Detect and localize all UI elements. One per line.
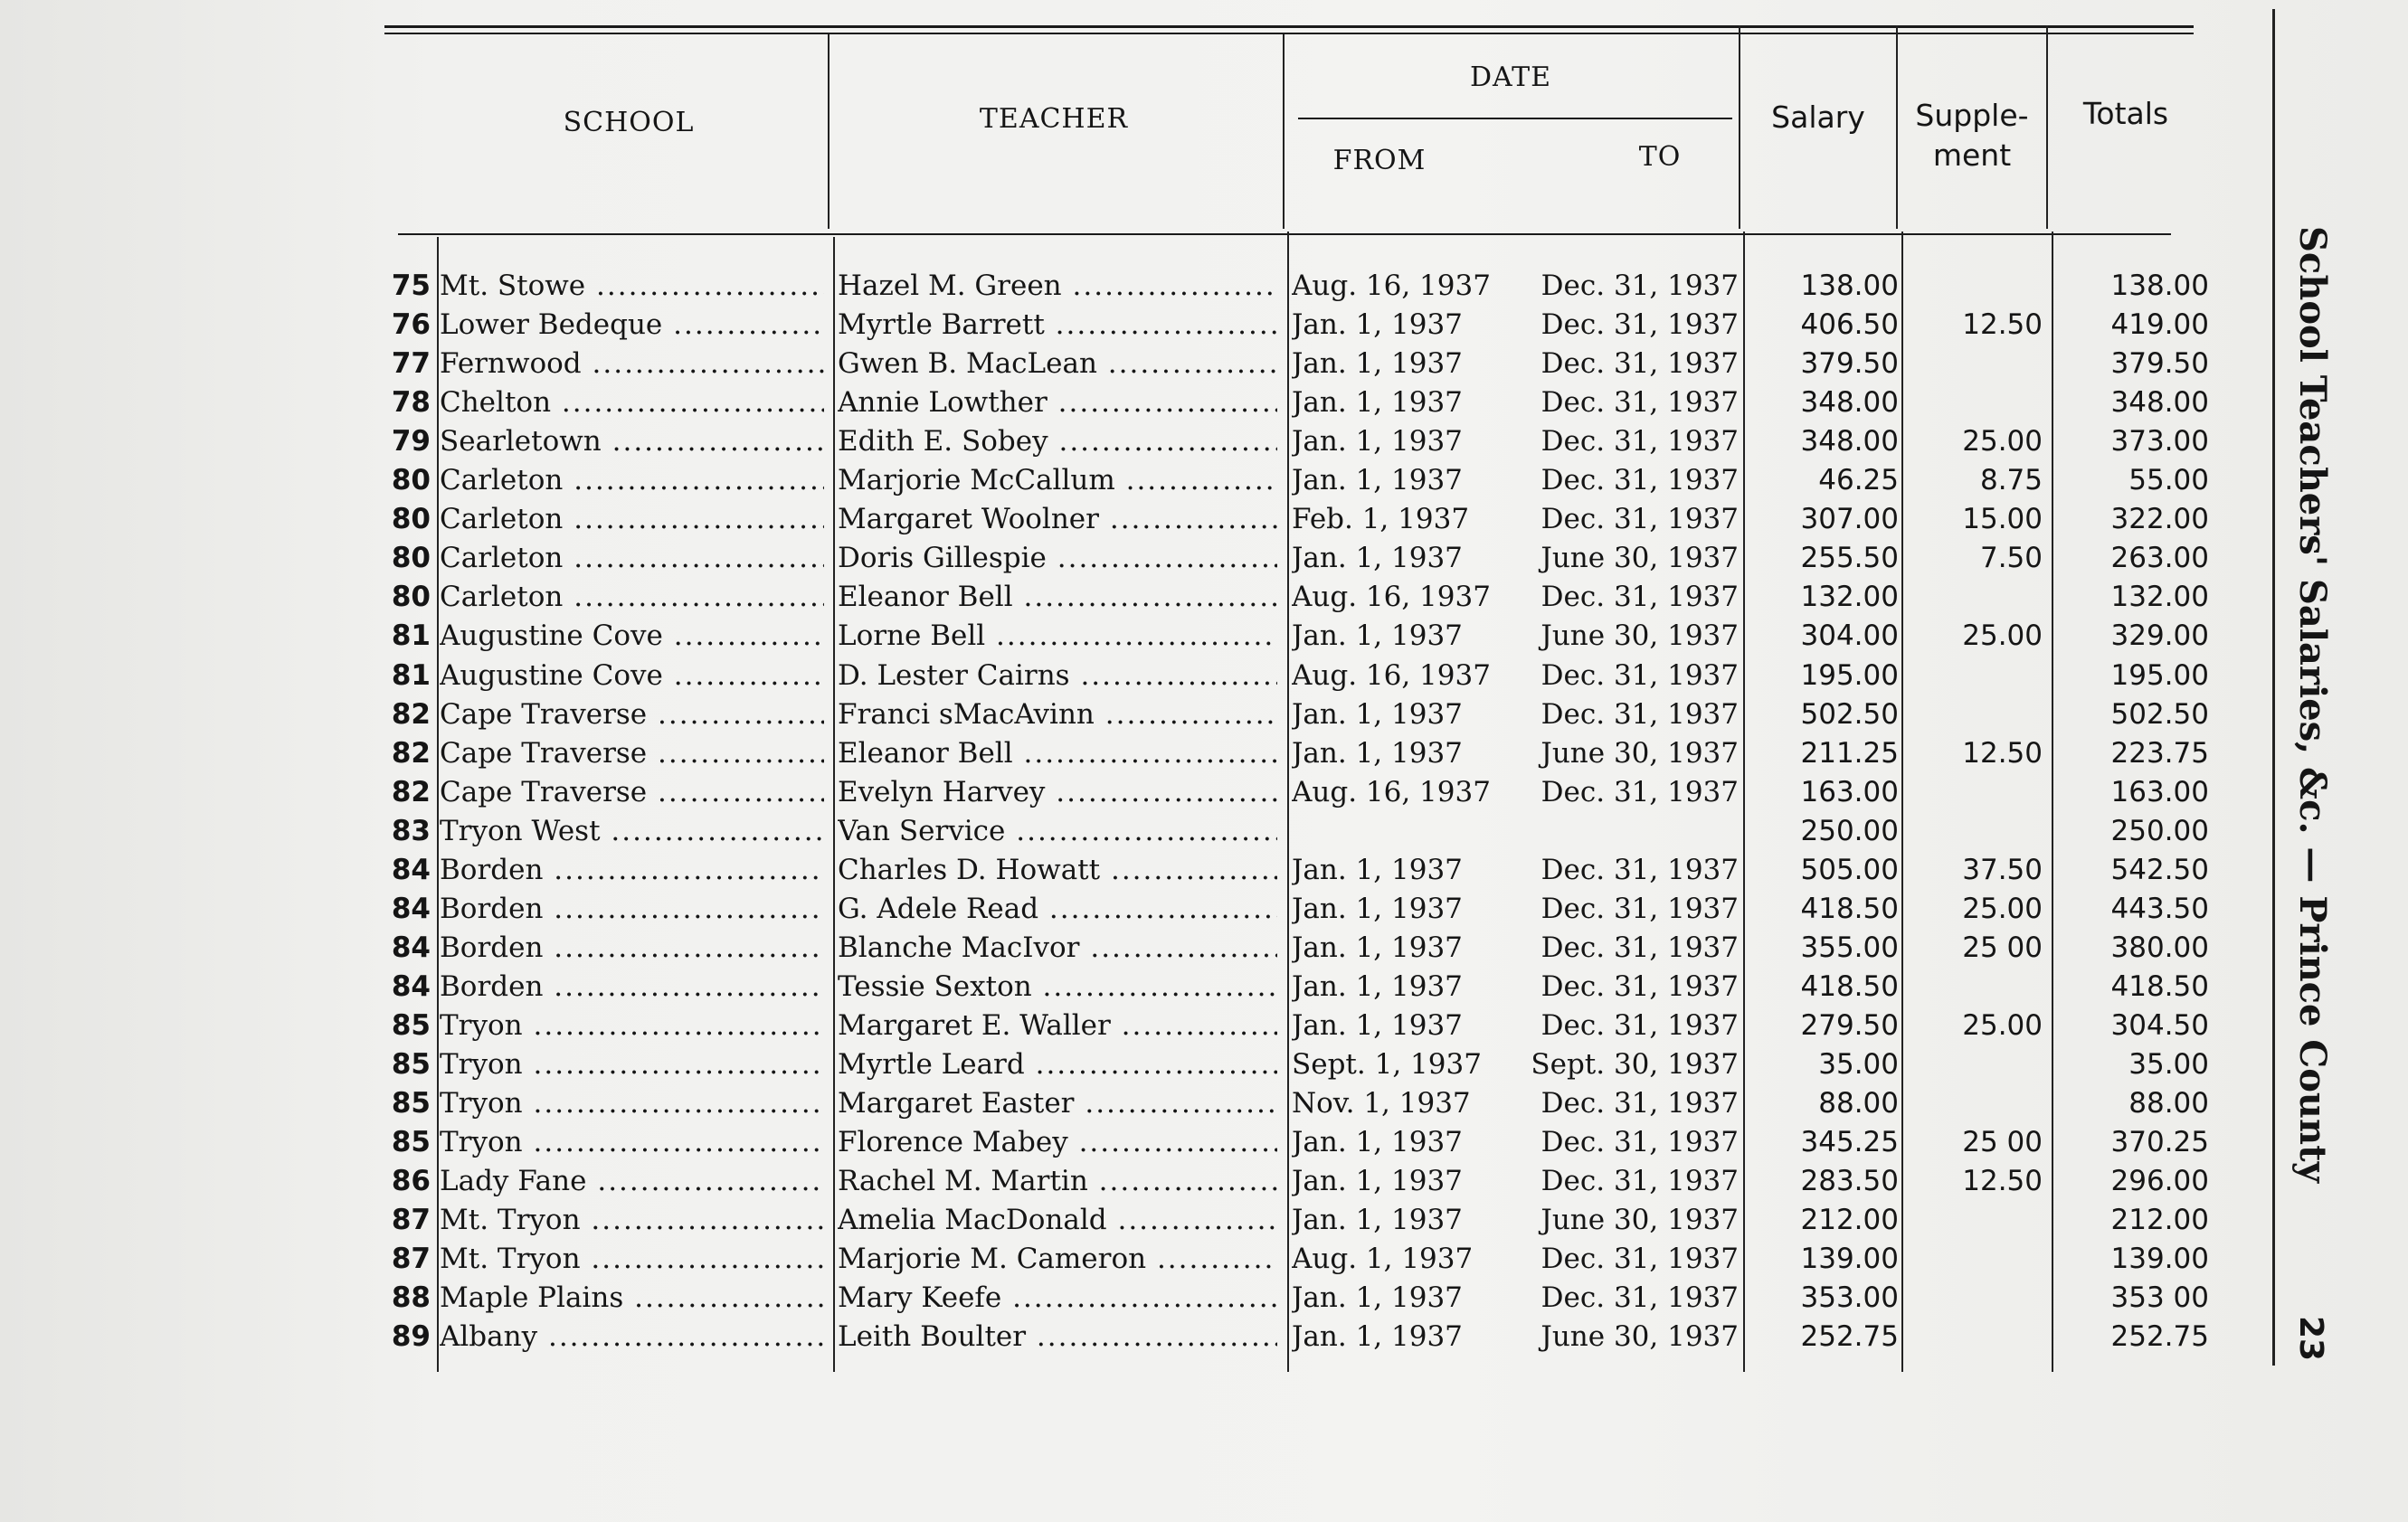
table-row xyxy=(0,422,2408,461)
date-from-cell: Jan. 1, 1937 xyxy=(1292,931,1463,964)
total-cell: 380.00 xyxy=(2110,931,2209,964)
school-cell: Searletown ..... xyxy=(440,422,824,461)
salary-cell: 250.00 xyxy=(1800,814,1899,847)
total-cell: 132.00 xyxy=(2110,581,2209,614)
table-row xyxy=(0,851,2408,890)
date-from-cell: Aug. 1, 1937 xyxy=(1292,1243,1474,1276)
total-cell: 379.50 xyxy=(2110,347,2209,381)
school-cell: Albany ..... xyxy=(440,1318,824,1357)
date-from-cell: Jan. 1, 1937 xyxy=(1292,892,1463,925)
teacher-cell: Leith Boulter ..... xyxy=(838,1318,1277,1357)
salary-cell: 35.00 xyxy=(1818,1048,1899,1081)
total-cell: 370.25 xyxy=(2110,1126,2209,1159)
table-row xyxy=(0,578,2408,617)
date-from-cell: Aug. 16, 1937 xyxy=(1292,581,1491,614)
date-to-cell: Dec. 31, 1937 xyxy=(1541,1243,1739,1276)
table-row xyxy=(0,539,2408,578)
date-from-cell: Aug. 16, 1937 xyxy=(1292,658,1491,692)
side-title: School Teachers' Salaries, &c. — Prince County xyxy=(2291,226,2334,1183)
teacher-cell: Amelia MacDonald ..... xyxy=(838,1201,1277,1240)
date-to-cell: Dec. 31, 1937 xyxy=(1541,969,1739,1003)
total-cell: 443.50 xyxy=(2110,892,2209,925)
total-cell: 55.00 xyxy=(2128,464,2209,497)
date-to-cell: Dec. 31, 1937 xyxy=(1541,853,1739,886)
row-number: 79 xyxy=(391,425,431,458)
teacher-cell: G. Adele Read ..... xyxy=(838,890,1277,929)
date-to-cell: June 30, 1937 xyxy=(1541,1320,1739,1354)
teacher-cell: D. Lester Cairns ..... xyxy=(838,657,1277,695)
total-cell: 542.50 xyxy=(2110,853,2209,886)
total-cell: 88.00 xyxy=(2128,1087,2209,1120)
school-cell: Lower Bedeque ..... xyxy=(440,306,824,345)
date-from-cell: Jan. 1, 1937 xyxy=(1292,1165,1463,1198)
supplement-cell: 25.00 xyxy=(1962,619,2043,653)
row-number: 84 xyxy=(391,931,431,964)
hcol-line xyxy=(828,34,830,229)
row-number: 81 xyxy=(391,658,431,692)
date-from-cell: Jan. 1, 1937 xyxy=(1292,1281,1463,1315)
salary-cell: 139.00 xyxy=(1800,1243,1899,1276)
hcol-line xyxy=(1283,34,1285,229)
table-row xyxy=(0,383,2408,422)
date-from-cell: Jan. 1, 1937 xyxy=(1292,386,1463,420)
supplement-cell: 25.00 xyxy=(1962,1008,2043,1042)
date-from-cell: Sept. 1, 1937 xyxy=(1292,1048,1482,1081)
row-number: 87 xyxy=(391,1243,431,1276)
date-to-cell: Dec. 31, 1937 xyxy=(1541,308,1739,342)
date-to-cell: Dec. 31, 1937 xyxy=(1541,269,1739,302)
total-cell: 263.00 xyxy=(2110,542,2209,575)
row-number: 77 xyxy=(391,347,431,381)
table-row xyxy=(0,267,2408,306)
date-from-cell: Jan. 1, 1937 xyxy=(1292,464,1463,497)
table-row xyxy=(0,773,2408,812)
date-from-cell: Jan. 1, 1937 xyxy=(1292,697,1463,731)
row-number: 84 xyxy=(391,853,431,886)
hcol-line xyxy=(2046,25,2048,229)
date-to-cell: June 30, 1937 xyxy=(1541,736,1739,770)
table-row xyxy=(0,695,2408,734)
row-number: 78 xyxy=(391,386,431,420)
supplement-cell: 25.00 xyxy=(1962,425,2043,458)
school-cell: Augustine Cove ..... xyxy=(440,617,824,656)
table-row xyxy=(0,345,2408,383)
table-row xyxy=(0,461,2408,500)
total-cell: 35.00 xyxy=(2128,1048,2209,1081)
hcol-line xyxy=(1739,25,1740,229)
supplement-cell: 8.75 xyxy=(1979,464,2043,497)
row-number: 80 xyxy=(391,581,431,614)
school-cell: Borden ..... xyxy=(440,890,824,929)
date-to-cell: Dec. 31, 1937 xyxy=(1541,1165,1739,1198)
table-row xyxy=(0,1279,2408,1318)
total-cell: 195.00 xyxy=(2110,658,2209,692)
salary-cell: 304.00 xyxy=(1800,619,1899,653)
row-number: 85 xyxy=(391,1048,431,1081)
teacher-cell: Margaret Woolner ..... xyxy=(838,500,1277,539)
row-number: 83 xyxy=(391,814,431,847)
top-rule-2 xyxy=(384,33,2194,34)
total-cell: 252.75 xyxy=(2110,1320,2209,1354)
teacher-cell: Marjorie McCallum ..... xyxy=(838,461,1277,500)
supplement-cell: 15.00 xyxy=(1962,503,2043,536)
table-row xyxy=(0,306,2408,345)
school-cell: Tryon ..... xyxy=(440,1045,824,1084)
supplement-cell: 12.50 xyxy=(1962,1165,2043,1198)
teacher-cell: Hazel M. Green ..... xyxy=(838,267,1277,306)
date-from-cell: Jan. 1, 1937 xyxy=(1292,853,1463,886)
date-from-cell: Jan. 1, 1937 xyxy=(1292,969,1463,1003)
salary-cell: 307.00 xyxy=(1800,503,1899,536)
header-bottom-rule xyxy=(398,233,2171,235)
row-number: 76 xyxy=(391,308,431,342)
date-to-cell: Dec. 31, 1937 xyxy=(1541,1126,1739,1159)
date-to-cell: Dec. 31, 1937 xyxy=(1541,931,1739,964)
supplement-cell: 25 00 xyxy=(1962,931,2043,964)
date-to-cell: Dec. 31, 1937 xyxy=(1541,464,1739,497)
salary-cell: 211.25 xyxy=(1800,736,1899,770)
date-from-cell: Jan. 1, 1937 xyxy=(1292,1126,1463,1159)
teacher-cell: Margaret Easter ..... xyxy=(838,1084,1277,1123)
date-from-cell: Jan. 1, 1937 xyxy=(1292,736,1463,770)
table-row xyxy=(0,890,2408,929)
date-to-cell: Dec. 31, 1937 xyxy=(1541,1281,1739,1315)
supplement-cell: 25.00 xyxy=(1962,892,2043,925)
teacher-cell: Edith E. Sobey ..... xyxy=(838,422,1277,461)
teacher-cell: Myrtle Leard ..... xyxy=(838,1045,1277,1084)
total-cell: 212.00 xyxy=(2110,1204,2209,1237)
table-row xyxy=(0,1123,2408,1162)
date-divider xyxy=(1298,118,1732,119)
date-to-cell: Dec. 31, 1937 xyxy=(1541,503,1739,536)
header-supplement-2: ment xyxy=(1932,137,2012,173)
top-rule-1 xyxy=(384,25,2194,28)
school-cell: Borden ..... xyxy=(440,968,824,1007)
row-number: 84 xyxy=(391,969,431,1003)
row-number: 85 xyxy=(391,1126,431,1159)
date-to-cell: June 30, 1937 xyxy=(1541,619,1739,653)
row-number: 80 xyxy=(391,503,431,536)
table-row xyxy=(0,617,2408,656)
date-from-cell: Aug. 16, 1937 xyxy=(1292,775,1491,808)
total-cell: 322.00 xyxy=(2110,503,2209,536)
header-salary: Salary xyxy=(1771,99,1865,135)
salary-cell: 348.00 xyxy=(1800,425,1899,458)
school-cell: Tryon ..... xyxy=(440,1084,824,1123)
salary-cell: 46.25 xyxy=(1818,464,1899,497)
hcol-line xyxy=(1896,25,1898,229)
teacher-cell: Eleanor Bell ..... xyxy=(838,578,1277,617)
row-number: 85 xyxy=(391,1087,431,1120)
school-cell: Carleton ..... xyxy=(440,500,824,539)
teacher-cell: Annie Lowther ..... xyxy=(838,383,1277,422)
salary-cell: 283.50 xyxy=(1800,1165,1899,1198)
row-number: 82 xyxy=(391,697,431,731)
date-to-cell: Dec. 31, 1937 xyxy=(1541,658,1739,692)
row-number: 89 xyxy=(391,1320,431,1354)
salary-cell: 418.50 xyxy=(1800,969,1899,1003)
date-from-cell: Jan. 1, 1937 xyxy=(1292,308,1463,342)
table-row xyxy=(0,500,2408,539)
teacher-cell: Florence Mabey ..... xyxy=(838,1123,1277,1162)
teacher-cell: Eleanor Bell ..... xyxy=(838,734,1277,773)
total-cell: 296.00 xyxy=(2110,1165,2209,1198)
salary-cell: 195.00 xyxy=(1800,658,1899,692)
table-row xyxy=(0,1318,2408,1357)
school-cell: Tryon West ..... xyxy=(440,812,824,851)
header-date: DATE xyxy=(1470,61,1551,93)
salary-cell: 355.00 xyxy=(1800,931,1899,964)
date-to-cell: Dec. 31, 1937 xyxy=(1541,697,1739,731)
salary-cell: 132.00 xyxy=(1800,581,1899,614)
teacher-cell: Myrtle Barrett ..... xyxy=(838,306,1277,345)
table-row xyxy=(0,1240,2408,1279)
school-cell: Carleton ..... xyxy=(440,539,824,578)
teacher-cell: Mary Keefe ..... xyxy=(838,1279,1277,1318)
total-cell: 138.00 xyxy=(2110,269,2209,302)
total-cell: 418.50 xyxy=(2110,969,2209,1003)
header-from: FROM xyxy=(1332,145,1427,176)
school-cell: Carleton ..... xyxy=(440,578,824,617)
page-number: 23 xyxy=(2292,1316,2329,1362)
header-school: SCHOOL xyxy=(563,107,695,138)
header-totals: Totals xyxy=(2082,96,2169,131)
date-to-cell: Dec. 31, 1937 xyxy=(1541,386,1739,420)
date-from-cell: Nov. 1, 1937 xyxy=(1292,1087,1471,1120)
school-cell: Carleton ..... xyxy=(440,461,824,500)
school-cell: Lady Fane ..... xyxy=(440,1162,824,1201)
school-cell: Cape Traverse ..... xyxy=(440,734,824,773)
table-row xyxy=(0,1007,2408,1045)
date-from-cell: Jan. 1, 1937 xyxy=(1292,542,1463,575)
date-from-cell: Jan. 1, 1937 xyxy=(1292,1320,1463,1354)
teacher-cell: Lorne Bell ..... xyxy=(838,617,1277,656)
school-cell: Mt. Stowe ..... xyxy=(440,267,824,306)
teacher-cell: Franci sMacAvinn ..... xyxy=(838,695,1277,734)
date-to-cell: Dec. 31, 1937 xyxy=(1541,1008,1739,1042)
row-number: 82 xyxy=(391,736,431,770)
teacher-cell: Van Service ..... xyxy=(838,812,1277,851)
school-cell: Augustine Cove ..... xyxy=(440,657,824,695)
salary-cell: 406.50 xyxy=(1800,308,1899,342)
table-row xyxy=(0,929,2408,968)
header-to: TO xyxy=(1638,141,1682,173)
table-row xyxy=(0,968,2408,1007)
date-to-cell: Dec. 31, 1937 xyxy=(1541,425,1739,458)
school-cell: Mt. Tryon ..... xyxy=(440,1201,824,1240)
row-number: 86 xyxy=(391,1165,431,1198)
row-number: 80 xyxy=(391,542,431,575)
salary-cell: 348.00 xyxy=(1800,386,1899,420)
table-row xyxy=(0,1201,2408,1240)
date-from-cell: Jan. 1, 1937 xyxy=(1292,347,1463,381)
school-cell: Borden ..... xyxy=(440,929,824,968)
date-to-cell: June 30, 1937 xyxy=(1541,1204,1739,1237)
row-number: 80 xyxy=(391,464,431,497)
school-cell: Fernwood ..... xyxy=(440,345,824,383)
salary-cell: 279.50 xyxy=(1800,1008,1899,1042)
total-cell: 163.00 xyxy=(2110,775,2209,808)
teacher-cell: Gwen B. MacLean ..... xyxy=(838,345,1277,383)
header-teacher: TEACHER xyxy=(979,103,1129,135)
teacher-cell: Evelyn Harvey ..... xyxy=(838,773,1277,812)
total-cell: 304.50 xyxy=(2110,1008,2209,1042)
salary-cell: 163.00 xyxy=(1800,775,1899,808)
row-number: 82 xyxy=(391,775,431,808)
teacher-cell: Rachel M. Martin ..... xyxy=(838,1162,1277,1201)
school-cell: Chelton ..... xyxy=(440,383,824,422)
date-from-cell: Jan. 1, 1937 xyxy=(1292,1204,1463,1237)
date-from-cell: Jan. 1, 1937 xyxy=(1292,619,1463,653)
teacher-cell: Tessie Sexton ..... xyxy=(838,968,1277,1007)
teacher-cell: Blanche MacIvor ..... xyxy=(838,929,1277,968)
row-number: 85 xyxy=(391,1008,431,1042)
total-cell: 250.00 xyxy=(2110,814,2209,847)
total-cell: 329.00 xyxy=(2110,619,2209,653)
supplement-cell: 12.50 xyxy=(1962,736,2043,770)
supplement-cell: 7.50 xyxy=(1979,542,2043,575)
salary-cell: 212.00 xyxy=(1800,1204,1899,1237)
total-cell: 419.00 xyxy=(2110,308,2209,342)
teacher-cell: Doris Gillespie ..... xyxy=(838,539,1277,578)
salary-cell: 379.50 xyxy=(1800,347,1899,381)
salary-cell: 505.00 xyxy=(1800,853,1899,886)
total-cell: 353 00 xyxy=(2110,1281,2209,1315)
table-row xyxy=(0,1045,2408,1084)
school-cell: Tryon ..... xyxy=(440,1007,824,1045)
total-cell: 139.00 xyxy=(2110,1243,2209,1276)
salary-cell: 345.25 xyxy=(1800,1126,1899,1159)
teacher-cell: Charles D. Howatt ..... xyxy=(838,851,1277,890)
table-row xyxy=(0,657,2408,695)
school-cell: Tryon ..... xyxy=(440,1123,824,1162)
supplement-cell: 37.50 xyxy=(1962,853,2043,886)
date-to-cell: Dec. 31, 1937 xyxy=(1541,347,1739,381)
row-number: 84 xyxy=(391,892,431,925)
total-cell: 502.50 xyxy=(2110,697,2209,731)
total-cell: 223.75 xyxy=(2110,736,2209,770)
salary-cell: 418.50 xyxy=(1800,892,1899,925)
date-to-cell: Dec. 31, 1937 xyxy=(1541,892,1739,925)
school-cell: Maple Plains ..... xyxy=(440,1279,824,1318)
salary-cell: 252.75 xyxy=(1800,1320,1899,1354)
date-to-cell: June 30, 1937 xyxy=(1541,542,1739,575)
row-number: 87 xyxy=(391,1204,431,1237)
date-from-cell: Jan. 1, 1937 xyxy=(1292,1008,1463,1042)
school-cell: Cape Traverse ..... xyxy=(440,773,824,812)
school-cell: Mt. Tryon ..... xyxy=(440,1240,824,1279)
salary-cell: 138.00 xyxy=(1800,269,1899,302)
supplement-cell: 12.50 xyxy=(1962,308,2043,342)
salary-cell: 88.00 xyxy=(1818,1087,1899,1120)
table-row xyxy=(0,1084,2408,1123)
row-number: 81 xyxy=(391,619,431,653)
total-cell: 348.00 xyxy=(2110,386,2209,420)
salary-cell: 502.50 xyxy=(1800,697,1899,731)
salary-cell: 255.50 xyxy=(1800,542,1899,575)
date-to-cell: Dec. 31, 1937 xyxy=(1541,775,1739,808)
date-from-cell: Aug. 16, 1937 xyxy=(1292,269,1491,302)
school-cell: Cape Traverse ..... xyxy=(440,695,824,734)
date-to-cell: Dec. 31, 1937 xyxy=(1541,581,1739,614)
teacher-cell: Margaret E. Waller ..... xyxy=(838,1007,1277,1045)
salary-cell: 353.00 xyxy=(1800,1281,1899,1315)
table-row xyxy=(0,734,2408,773)
school-cell: Borden ..... xyxy=(440,851,824,890)
supplement-cell: 25 00 xyxy=(1962,1126,2043,1159)
teacher-cell: Marjorie M. Cameron ..... xyxy=(838,1240,1277,1279)
date-to-cell: Dec. 31, 1937 xyxy=(1541,1087,1739,1120)
table-row xyxy=(0,1162,2408,1201)
date-from-cell: Feb. 1, 1937 xyxy=(1292,503,1470,536)
header-supplement-1: Supple- xyxy=(1915,98,2029,133)
date-from-cell: Jan. 1, 1937 xyxy=(1292,425,1463,458)
total-cell: 373.00 xyxy=(2110,425,2209,458)
table-row xyxy=(0,812,2408,851)
date-to-cell: Sept. 30, 1937 xyxy=(1531,1048,1739,1081)
row-number: 88 xyxy=(391,1281,431,1315)
row-number: 75 xyxy=(391,269,431,302)
